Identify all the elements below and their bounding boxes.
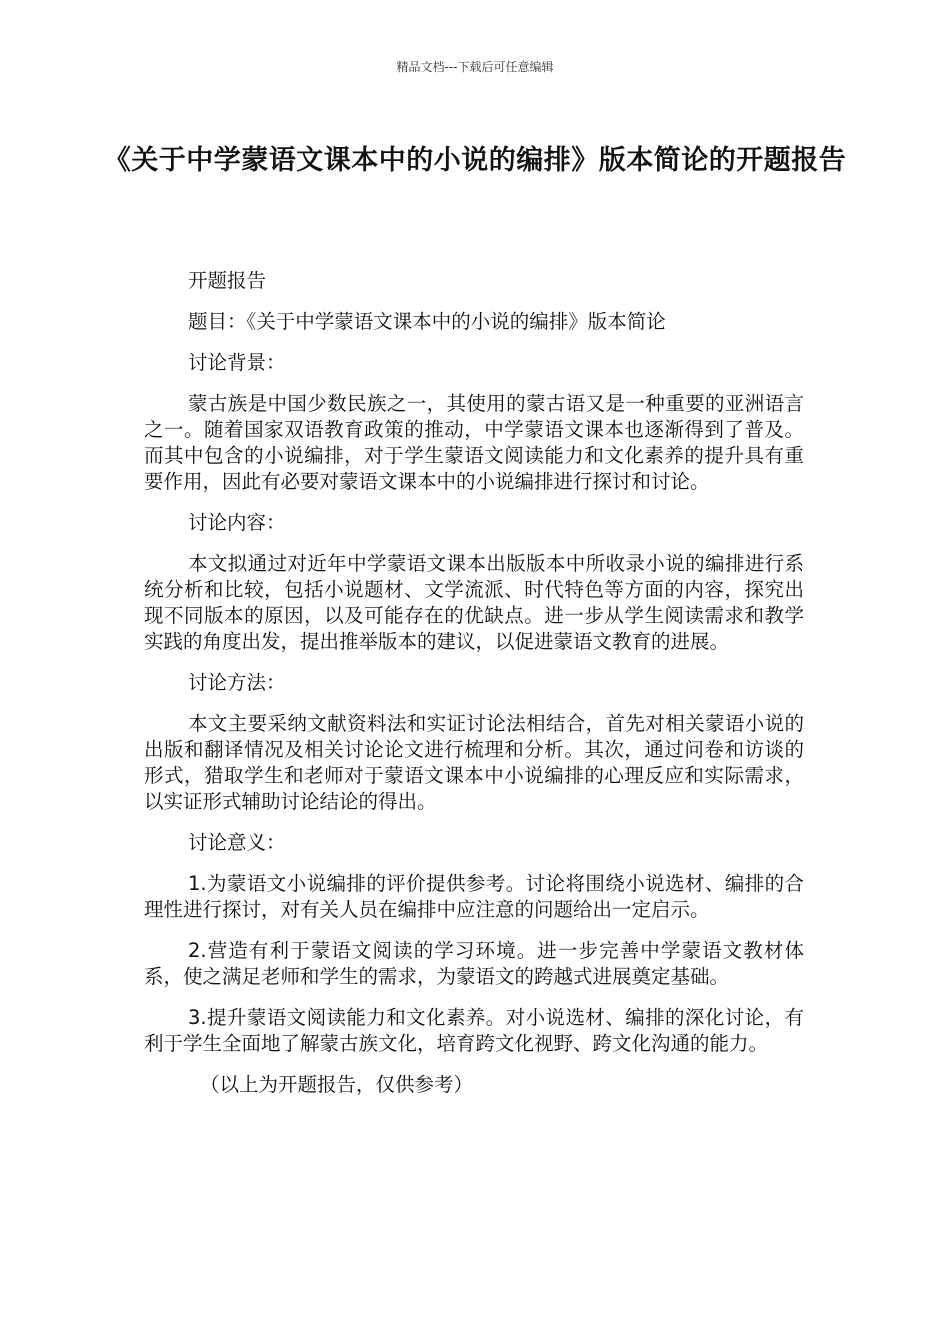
paragraph-method: 本文主要采纳文献资料法和实证讨论法相结合，首先对相关蒙语小说的出版和翻译情况及相关讨论论文进行梳理和分析。其次，通过问卷和访谈的形式，猎取学生和老师对于蒙语文课本中小说编排的心理反应和实际需求，以实证形式辅助讨论结论的得出。 [144,712,804,813]
heading-significance: 讨论意义： [188,831,286,854]
significance-item-3: 3.提升蒙语文阅读能力和文化素养。对小说选材、编排的深化讨论，有利于学生全面地了解蒙古族文化，培育跨文化视野、跨文化沟通的能力。 [144,1006,804,1055]
closing-note: （以上为开题报告，仅供参考） [200,1073,474,1096]
header-note: 精品文档---下载后可任意编辑 [396,60,554,74]
heading-method: 讨论方法： [188,671,286,694]
paragraph-background: 蒙古族是中国少数民族之一，其使用的蒙古语又是一种重要的亚洲语言之一。随着国家双语教育政策的推动，中学蒙语文课本也逐渐得到了普及。而其中包含的小说编排，对于学生蒙语文阅读能力和文化素养的提升具有重要作用，因此有必要对蒙语文课本中的小说编排进行探讨和讨论。 [144,392,804,493]
document-title: 《关于中学蒙语文课本中的小说的编排》版本简论的开题报告 [103,145,847,176]
paragraph-topic: 题目：《关于中学蒙语文课本中的小说的编排》版本简论 [188,310,666,333]
heading-content: 讨论内容： [188,511,286,534]
paragraph-report-label: 开题报告 [188,269,267,292]
heading-background: 讨论背景： [188,351,286,374]
significance-item-2: 2.营造有利于蒙语文阅读的学习环境。进一步完善中学蒙语文教材体系，使之满足老师和学生的需求，为蒙语文的跨越式进展奠定基础。 [144,939,804,988]
paragraph-content: 本文拟通过对近年中学蒙语文课本出版版本中所收录小说的编排进行系统分析和比较，包括小说题材、文学流派、时代特色等方面的内容，探究出现不同版本的原因，以及可能存在的优缺点。进一步从学生阅读需求和教学实践的角度出发，提出推举版本的建议，以促进蒙语文教育的进展。 [144,552,804,653]
significance-item-1: 1.为蒙语文小说编排的评价提供参考。讨论将围绕小说选材、编排的合理性进行探讨，对有关人员在编排中应注意的问题给出一定启示。 [144,872,804,921]
document-body [144,268,804,1113]
